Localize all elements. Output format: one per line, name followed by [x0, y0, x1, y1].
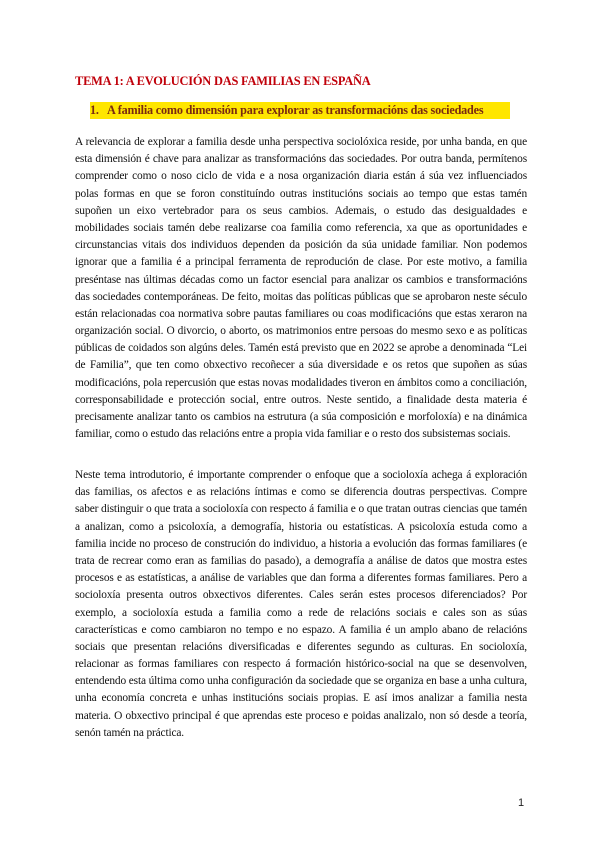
section-number: 1. [90, 103, 99, 117]
section-heading-text: A familia como dimensión para explorar as transformacións das sociedades [107, 103, 484, 117]
page-number: 1 [518, 797, 525, 809]
section-heading-highlight [90, 102, 510, 119]
body-paragraph-2: Neste tema introdutorio, é importante comprender o enfoque que a socioloxía achega á exploración das familias, os afectos e as relacións íntimas e como se diferencia doutras perspectivas. Compre saber distinguir o que trata a socioloxía con respecto á familia e o que tratan outras ciencias que tamén a analizan, como a psicoloxía, a demografía, historia ou estatísticas. A psicoloxía estuda como a familia incide no proceso de construción do individuo, a historia a evolución das formas familiares (e trata de recrear como eran as familias do pasado), a demografía a análise de datos que mostra estes procesos e as estatísticas, a análise de variables que dan forma a diferentes formas familiares. Pero a socioloxía presenta outros obxectivos diferentes. Cales serán estes procesos diferenciados? Por exemplo, a socioloxía estuda a familia como a rede de relacións sociais e cales son as súas características e como cambiaron no tempo e no espazo. A familia é un amplo abano de relacións sociais que presentan relacións diversificadas e diferentes segundo as culturas. En socioloxía, relacionar as formas familiares con respecto á formación histórico-social na que se desenvolven, entendendo esta última como unha configuración da sociedade que se organiza en base a unha cultura, unha economía concreta e unhas institucións sociais propias. E así imos analizar a familia nesta materia. O obxectivo principal é que aprendas este proceso e poidas analizalo, non só desde a teoría, senón tamén na práctica. [75, 469, 527, 739]
document-title: TEMA 1: A EVOLUCIÓN DAS FAMILIAS EN ESPAÑA [75, 74, 371, 88]
body-paragraph-1: A relevancia de explorar a familia desde unha perspectiva sociolóxica reside, por unha banda, en que esta dimensión é chave para analizar as transformacións das sociedades. Por outra banda, permítenos comprender como o noso ciclo de vida e a nosa organización diaria están á súa vez influenciados polas formas en que se foron constituíndo outras institucións sociais ao tempo que estas tamén supoñen un eixo vertebrador para os seus cambios. Ademais, o estudo das desigualdades e mobilidades sociais tamén debe realizarse coa familia como referencia, xa que as oportunidades e circunstancias vitais dos individuos dependen da posición da súa unidade familiar. Non podemos ignorar que a familia é a principal ferramenta de reprodución de clase. Por este motivo, a familia preséntase nas últimas décadas como un factor esencial para analizar os cambios e transformacións das sociedades contemporáneas. De feito, moitas das políticas públicas que se aprobaron neste século están relacionadas coa normativa sobre pautas familiares ou coas modificacións que estas xeraron na organización social. O divorcio, o aborto, os matrimonios entre persoas do mesmo sexo e as políticas públicas de coidados son algúns deles. Tamén está previsto que en 2022 se aprobe a denominada “Lei de Familia”, que ten como obxectivo recoñecer a súa diversidade e os retos que supoñen as súas modificacións, pola repercusión que estas novas modalidades tiveron en ámbitos como a conciliación, corresponsabilidade e protección social, entre outros. Neste sentido, a finalidade desta materia é precisamente analizar tanto os cambios na estrutura (a súa composición e morfoloxía) e na dinámica familiar, como o estudo das relacións entre a propia vida familiar e o resto dos subsistemas sociais. [75, 136, 527, 441]
